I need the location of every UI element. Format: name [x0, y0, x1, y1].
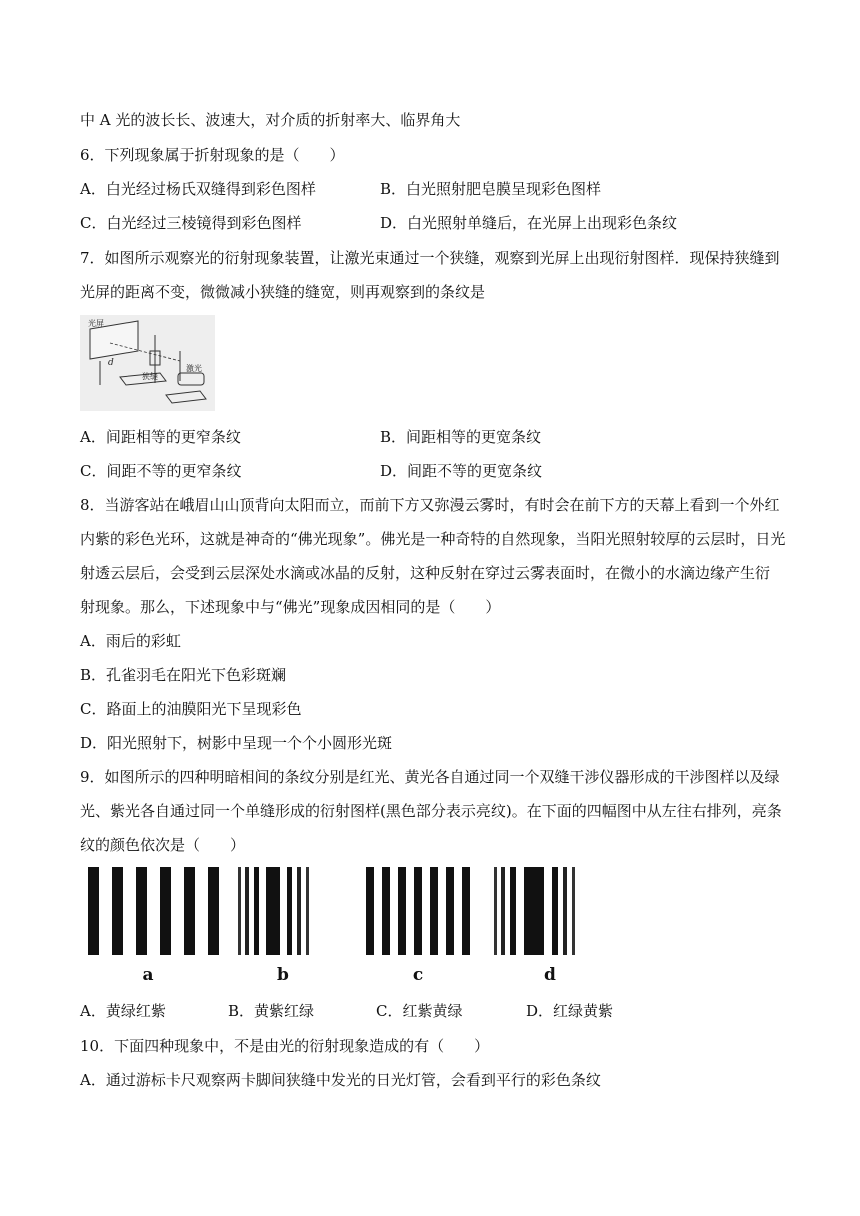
q8-stem-line1: 8．当游客站在峨眉山山顶背向太阳而立，而前下方又弥漫云雾时，有时会在前下方的天幕上看到一个外红 — [80, 496, 780, 514]
figure-label-screen: 光屏 — [88, 319, 104, 328]
q7-option-a: A．间距相等的更窄条纹 — [80, 428, 241, 446]
q7-option-d: D．间距不等的更宽条纹 — [380, 462, 543, 480]
q8-stem-line2: 内紫的彩色光环，这就是神奇的“佛光现象”。佛光是一种奇特的自然现象，当阳光照射较厚的云层时，日光 — [80, 530, 786, 548]
q10-option-a: A．通过游标卡尺观察两卡脚间狭缝中发光的日光灯管，会看到平行的彩色条纹 — [80, 1071, 601, 1089]
q7-stem-line1: 7．如图所示观察光的衍射现象装置，让激光束通过一个狭缝，观察到光屏上出现衍射图样．现保持狭缝到 — [80, 249, 780, 267]
q7-stem-line2: 光屏的距离不变，微微减小狭缝的缝宽，则再观察到的条纹是 — [80, 283, 486, 301]
fringe-patterns-figure — [82, 862, 612, 987]
figure-label-slit: 狭缝 — [142, 372, 158, 381]
fringe-label-c: c — [412, 965, 424, 985]
figure-label-laser: 激光 — [186, 364, 202, 373]
q9-option-d: D．红绿黄紫 — [526, 1002, 614, 1020]
diffraction-setup-figure — [80, 315, 215, 411]
q8-option-d: D．阳光照射下，树影中呈现一个个小圆形光斑 — [80, 734, 393, 752]
fringe-label-d: d — [544, 965, 556, 985]
figure-label-d: d — [108, 358, 114, 368]
q9-option-c: C．红紫黄绿 — [376, 1002, 463, 1020]
q9-stem-line1: 9．如图所示的四种明暗相间的条纹分别是红光、黄光各自通过同一个双缝干涉仪器形成的干涉图样以及绿 — [80, 768, 780, 786]
q8-stem-line3: 射透云层后，会受到云层深处水滴或冰晶的反射，这种反射在穿过云雾表面时，在微小的水滴边缘产生衍 — [80, 564, 771, 582]
q8-option-c: C．路面上的油膜阳光下呈现彩色 — [80, 700, 302, 718]
q7-option-c: C．间距不等的更窄条纹 — [80, 462, 242, 480]
fringe-pattern-b — [238, 867, 309, 955]
q9-stem-line3: 纹的颜色依次是（ ） — [80, 836, 246, 854]
q8-option-b: B．孔雀羽毛在阳光下色彩斑斓 — [80, 666, 287, 684]
fringe-pattern-d — [494, 867, 575, 955]
q6-option-c: C．白光经过三棱镜得到彩色图样 — [80, 214, 302, 232]
q10-stem: 10．下面四种现象中，不是由光的衍射现象造成的有（ ） — [80, 1037, 490, 1055]
q9-stem-line2: 光、紫光各自通过同一个单缝形成的衍射图样(黑色部分表示亮纹)。在下面的四幅图中从左往右排列，亮条 — [80, 802, 782, 820]
intro-line: 中 A 光的波长长、波速大，对介质的折射率大、临界角大 — [80, 111, 461, 129]
fringe-label-b: b — [277, 965, 289, 985]
q8-stem-line4: 射现象。那么，下述现象中与“佛光”现象成因相同的是（ ） — [80, 598, 501, 616]
q6-stem: 6．下列现象属于折射现象的是（ ） — [80, 146, 345, 164]
q6-option-b: B．白光照射肥皂膜呈现彩色图样 — [380, 180, 602, 198]
q6-option-d: D．白光照射单缝后，在光屏上出现彩色条纹 — [380, 214, 678, 232]
fringe-pattern-a — [88, 867, 219, 955]
q9-option-b: B．黄紫红绿 — [228, 1002, 315, 1020]
q9-option-a: A．黄绿红紫 — [80, 1002, 166, 1020]
q8-option-a: A．雨后的彩虹 — [80, 632, 181, 650]
fringe-pattern-c — [366, 867, 470, 955]
q7-option-b: B．间距相等的更宽条纹 — [380, 428, 542, 446]
fringe-label-a: a — [142, 965, 154, 985]
q6-option-a: A．白光经过杨氏双缝得到彩色图样 — [80, 180, 316, 198]
